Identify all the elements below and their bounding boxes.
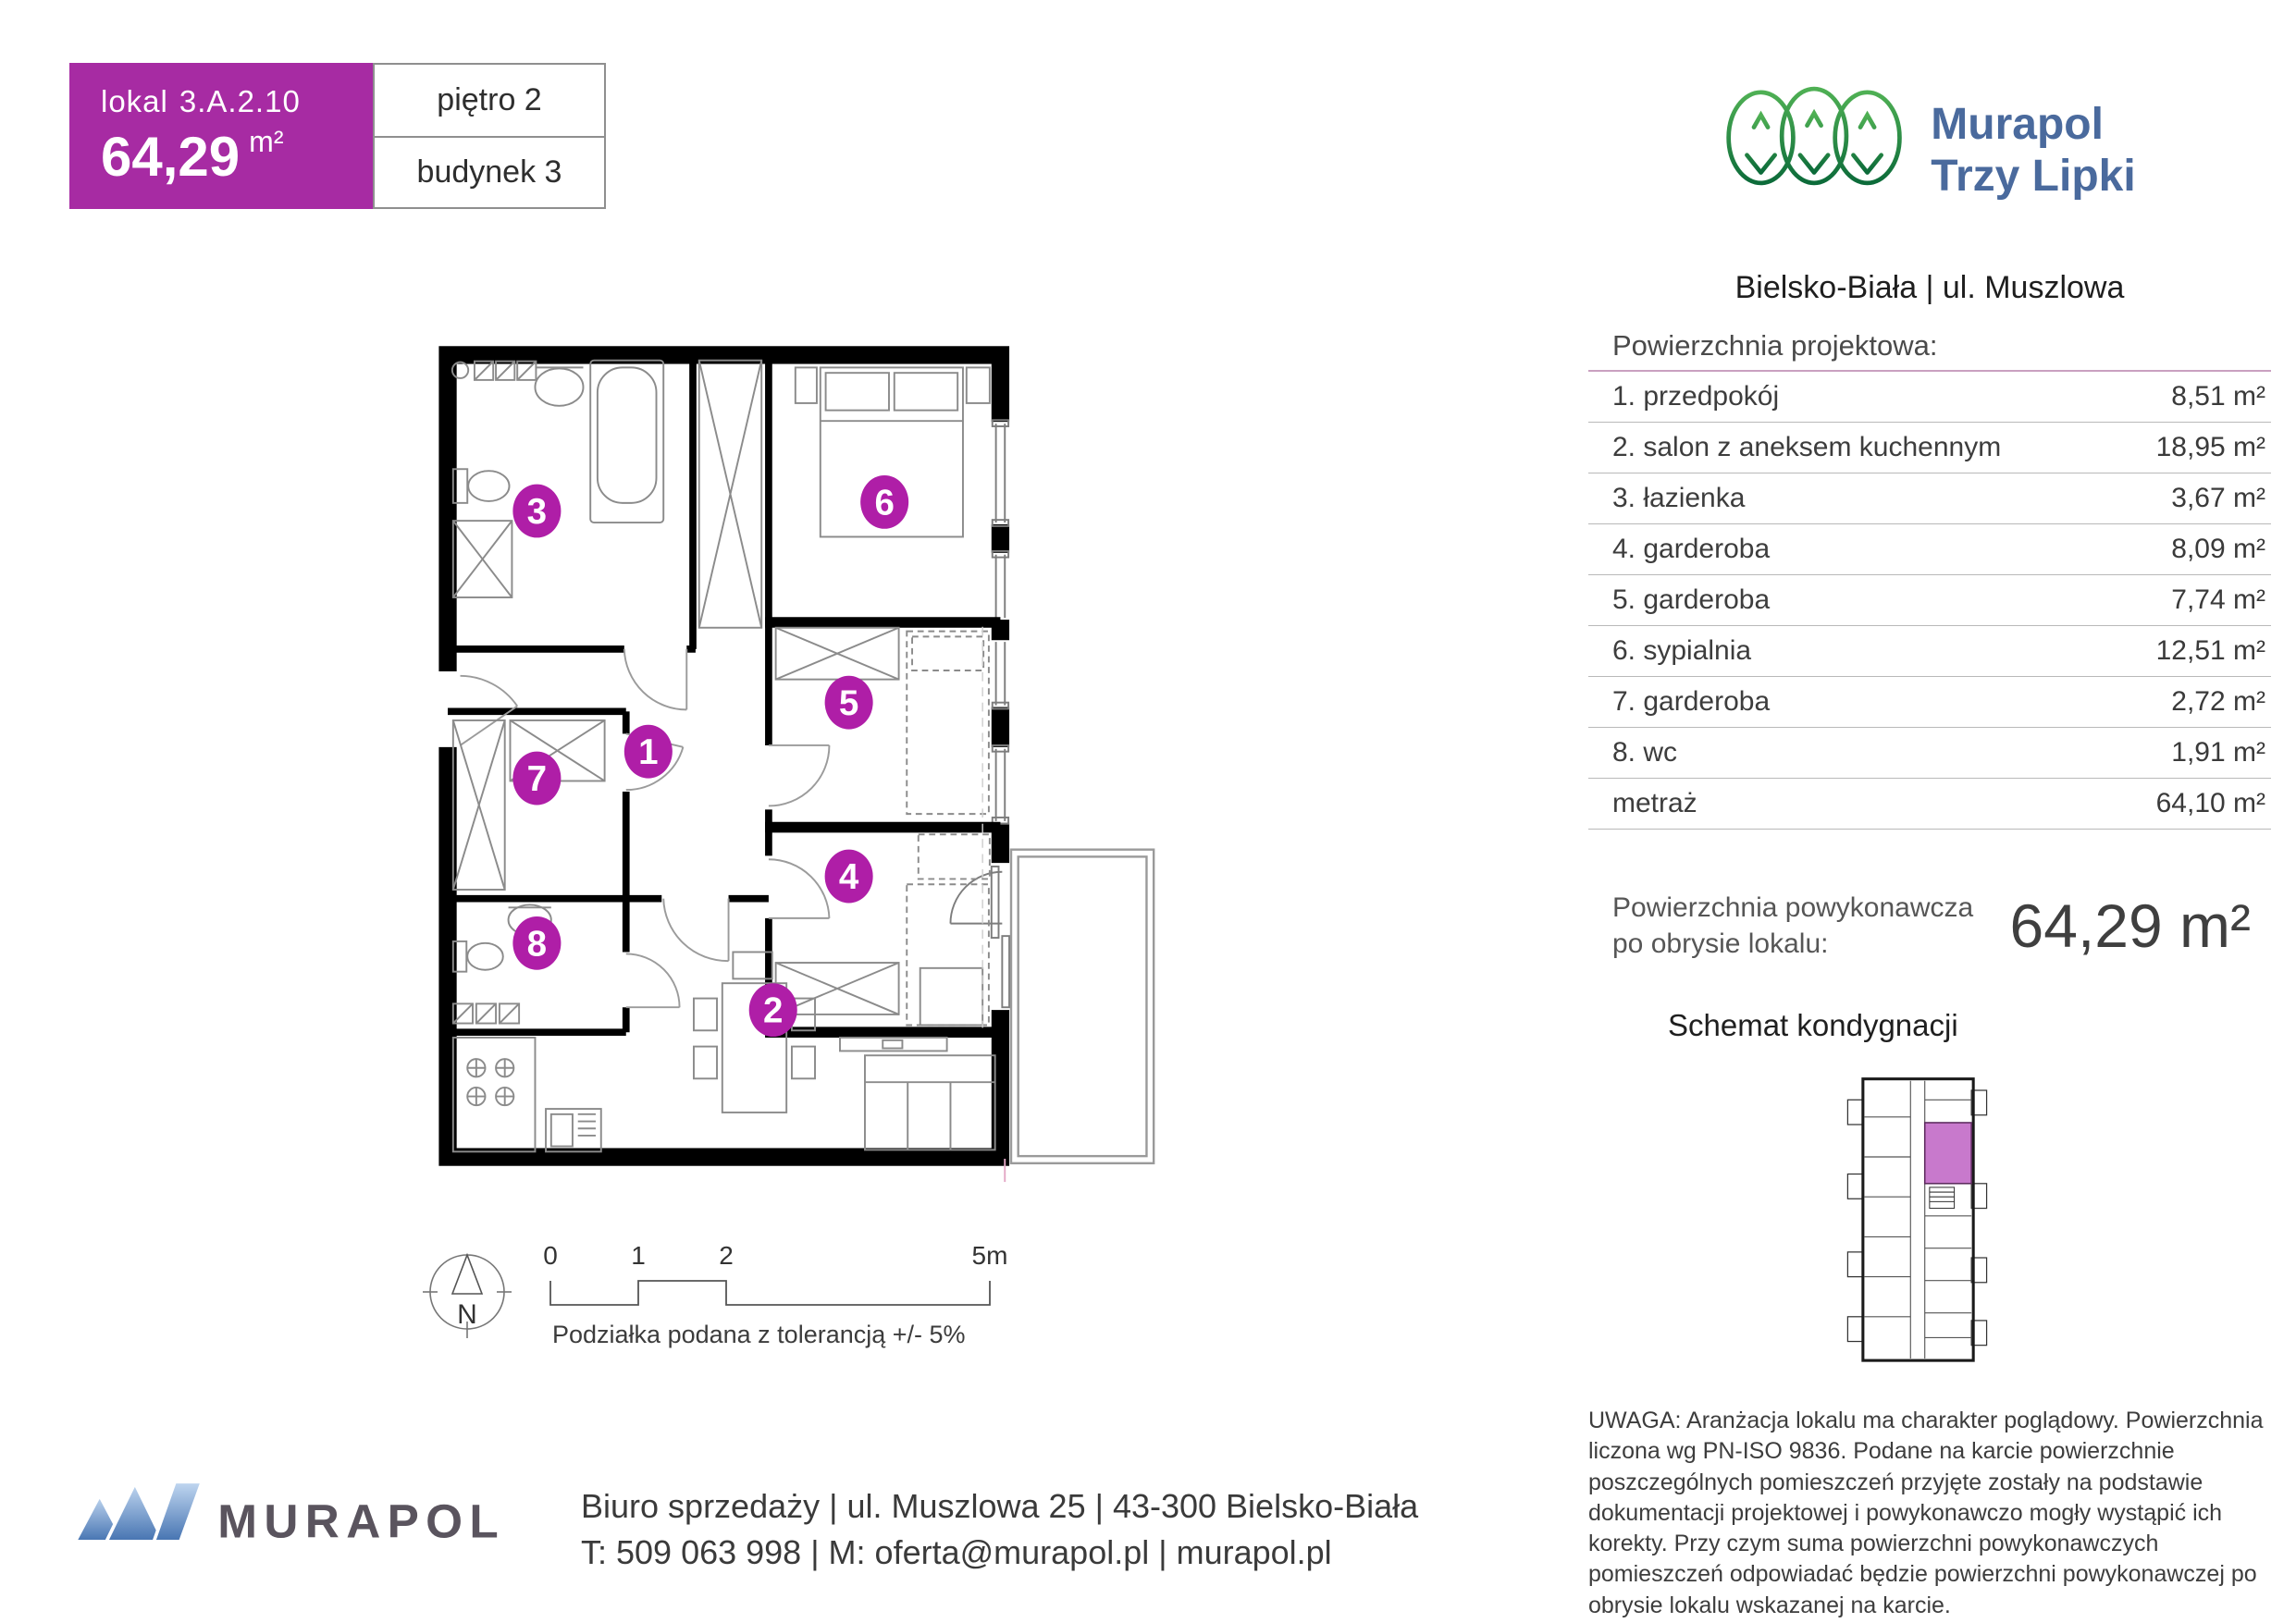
svg-text:7: 7: [526, 759, 548, 800]
total-label: metraż: [1612, 788, 1697, 818]
project-location: Bielsko-Biała | ul. Muszlowa: [1734, 270, 2125, 305]
floor-plan: [421, 328, 1161, 1184]
room-badges: [512, 475, 908, 1037]
svg-text:2: 2: [763, 990, 784, 1031]
table-row: [1588, 575, 2271, 626]
project-logo: [1586, 81, 2273, 220]
compass-north-label: N: [457, 1299, 477, 1330]
svg-text:1: 1: [638, 732, 659, 773]
row-value: 8,51 m²: [2171, 381, 2265, 412]
row-label: 7. garderoba: [1612, 686, 1771, 717]
table-total-row: [1588, 779, 2271, 830]
table-row: [1588, 372, 2271, 423]
unit-label: lokal: [101, 83, 168, 118]
scale-bar: [550, 1281, 990, 1305]
row-value: 18,95 m²: [2155, 432, 2265, 462]
murapol-logo-mark: [75, 1482, 202, 1542]
sales-office-contact: [581, 1483, 1418, 1575]
as-built-label-line1: Powierzchnia powykonawcza: [1612, 892, 1974, 923]
scale-labels: [543, 1241, 1007, 1270]
svg-text:3: 3: [526, 492, 548, 533]
as-built-value: 64,29 m²: [2009, 891, 2251, 960]
table-row: [1588, 677, 2271, 728]
disclaimer-text: UWAGA: Aranżacja lokalu ma charakter poglądowy. Powierzchnia liczona wg PN-ISO 9836. Podane na karcie powierzchnie poszczególnych pomieszczeń przyjęte zostały na podstawie dokumentacji projektowej i powykonawczo mogły wystąpić ich korekty. Przy czym suma powierzchni powykonawczych pomieszczeń odpowiadać będzie powierzchni powykonawczej po obrysie lokalu wskazanej na karcie.: [1588, 1408, 2264, 1618]
three-trees-icon: [1723, 81, 1907, 220]
areas-table-title: Powierzchnia projektowa:: [1612, 329, 1938, 362]
unit-area-line: [101, 125, 373, 189]
row-label: 8. wc: [1612, 737, 1678, 768]
room-badge-8: [512, 916, 561, 970]
balcony: [1011, 850, 1154, 1163]
room-badge-1: [624, 725, 673, 779]
room-badge-4: [825, 850, 873, 904]
total-value: 64,10 m²: [2155, 788, 2265, 818]
table-row: [1588, 423, 2271, 473]
areas-table: [1588, 372, 2271, 830]
as-built-area: [1612, 890, 2251, 962]
highlighted-unit: [1925, 1123, 1971, 1184]
svg-text:5: 5: [838, 683, 859, 724]
svg-text:2: 2: [719, 1241, 734, 1270]
as-built-label: [1612, 890, 1973, 962]
row-value: 7,74 m²: [2171, 584, 2265, 615]
project-name-line1: Murapol: [1931, 100, 2104, 150]
table-row: [1588, 524, 2271, 575]
building-label: budynek 3: [375, 136, 604, 207]
row-label: 5. garderoba: [1612, 584, 1771, 615]
unit-header-box: [69, 63, 373, 209]
room-badge-5: [825, 676, 873, 730]
unit-number-line: [101, 84, 373, 119]
table-row: [1588, 473, 2271, 524]
unit-number: 3.A.2.10: [179, 83, 301, 118]
svg-text:5m: 5m: [971, 1241, 1008, 1270]
as-built-label-line2: po obrysie lokalu:: [1612, 928, 1829, 959]
sales-office-phone-email: T: 509 063 998 | M: oferta@murapol.pl | murapol.pl: [581, 1532, 1332, 1571]
row-value: 12,51 m²: [2155, 635, 2265, 666]
svg-text:0: 0: [543, 1241, 558, 1270]
table-row: [1588, 728, 2271, 779]
room-badge-3: [512, 485, 561, 538]
room-badge-2: [749, 983, 797, 1037]
murapol-logo-text: MURAPOL: [217, 1494, 506, 1548]
svg-text:1: 1: [631, 1241, 646, 1270]
svg-text:4: 4: [838, 857, 859, 898]
svg-text:6: 6: [874, 483, 895, 523]
unit-area-unit: m²: [249, 124, 284, 158]
svg-text:8: 8: [526, 924, 548, 965]
storey-diagram-title: Schemat kondygnacji: [1668, 1008, 1958, 1042]
row-label: 6. sypialnia: [1612, 635, 1752, 666]
room-badge-6: [860, 475, 908, 529]
row-label: 3. łazienka: [1612, 483, 1746, 513]
storey-diagram: [1834, 1071, 2001, 1376]
room-badge-7: [512, 752, 561, 805]
unit-area-value: 64,29: [101, 125, 241, 188]
row-value: 8,09 m²: [2171, 534, 2265, 564]
row-value: 3,67 m²: [2171, 483, 2265, 513]
scale-tolerance-caption: Podziałka podana z tolerancją +/- 5%: [552, 1321, 966, 1348]
sales-office-address: Biuro sprzedaży | ul. Muszlowa 25 | 43-300 Bielsko-Biała: [581, 1487, 1419, 1525]
table-row: [1588, 626, 2271, 677]
murapol-logo: [67, 1472, 515, 1554]
row-label: 1. przedpokój: [1612, 381, 1780, 412]
info-column: [1586, 0, 2273, 1623]
floor-label: piętro 2: [437, 82, 542, 117]
row-label: 2. salon z aneksem kuchennym: [1612, 432, 2002, 462]
row-label: 4. garderoba: [1612, 534, 1771, 564]
project-name: [1931, 99, 2135, 202]
row-value: 2,72 m²: [2171, 686, 2265, 717]
project-name-line2: Trzy Lipki: [1931, 152, 2136, 201]
row-value: 1,91 m²: [2171, 737, 2265, 768]
floor-building-boxes: [373, 63, 606, 209]
stairwell: [1930, 1187, 1955, 1209]
